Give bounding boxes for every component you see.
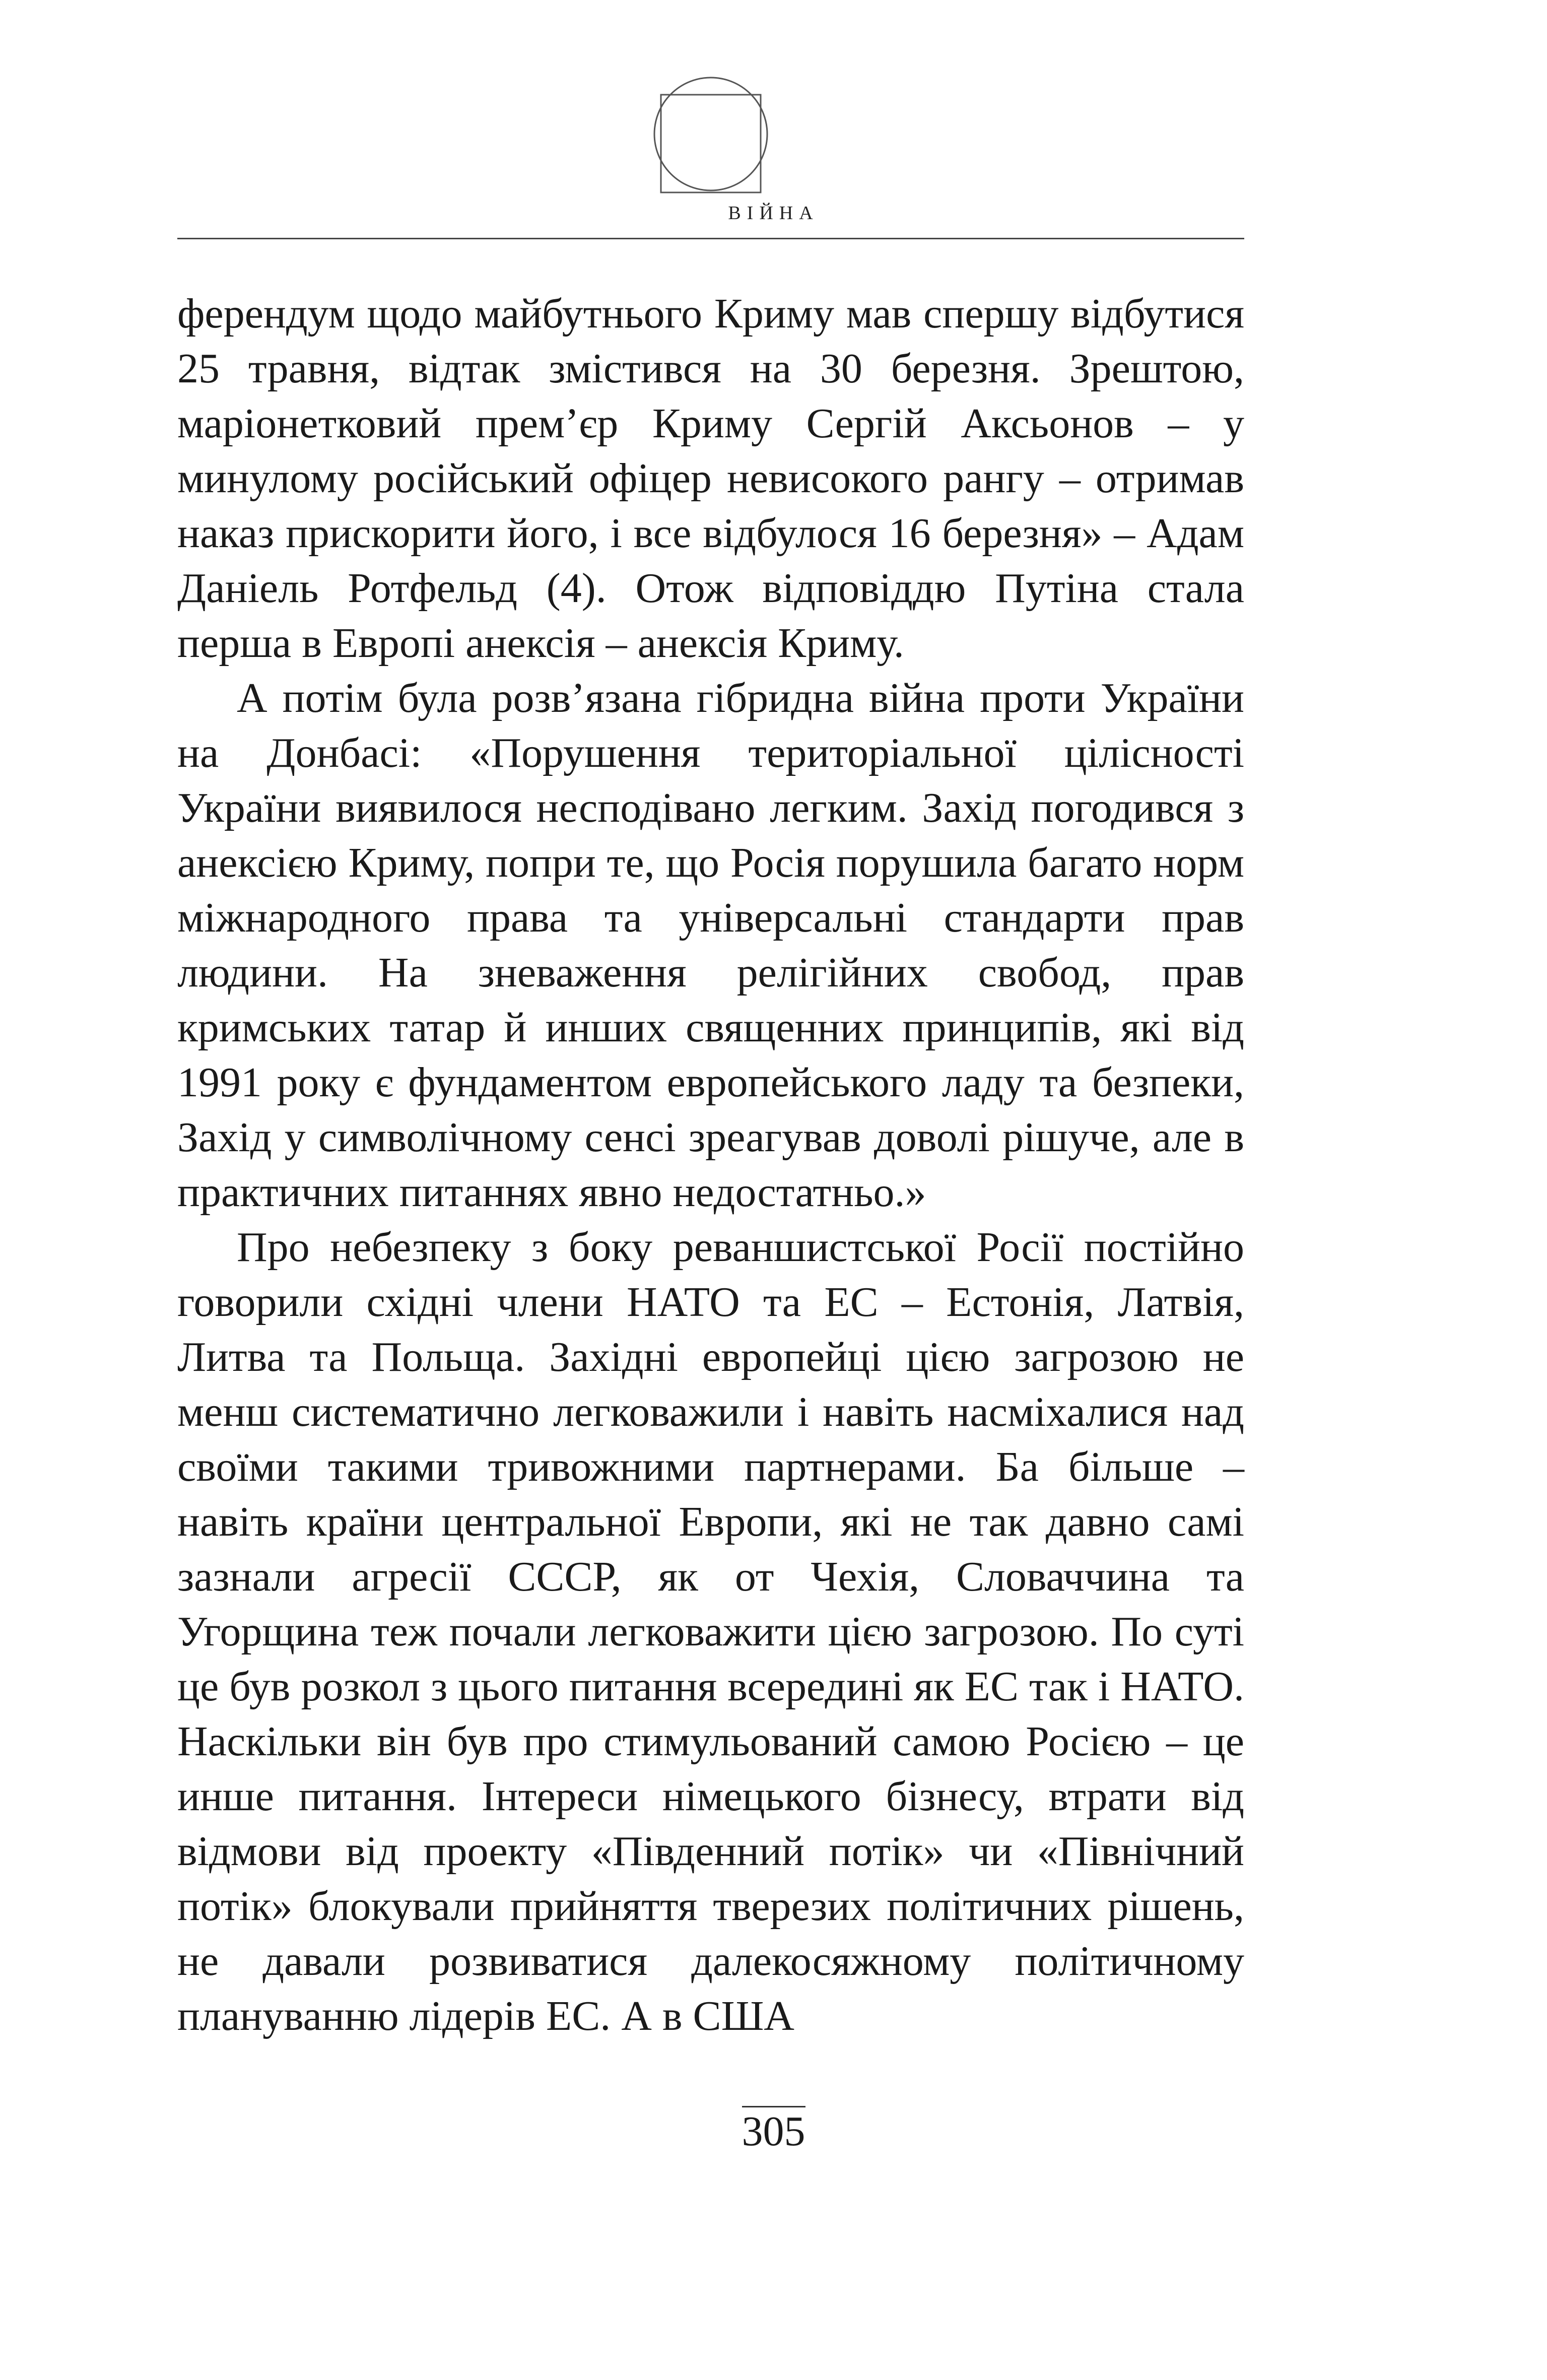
running-head: ВІЙНА (728, 203, 819, 224)
paragraph-1: ферендум щодо майбутнього Криму мав спершу відбутися 25 травня, відтак змістився на 30 березня. Зрештою, маріонетковий прем’єр Криму Сергій Аксьонов – у минулому російський офіцер невисокого рангу – отримав наказ прискорити його, і все відбулося 16 березня» – Адам Даніель Ротфельд (4). Отож відповіддю Путіна стала перша в Европі анексія – анексія Криму. (177, 290, 1244, 667)
body-text (177, 286, 1244, 2043)
page-number: 305 (742, 2106, 805, 2153)
paragraph-3: Про небезпеку з боку реваншистської Росії постійно говорили східні члени НАТО та ЕС – Естонія, Латвія, Литва та Польща. Західні европейці цією загрозою не менш систематично легковажили і навіть насміхалися над своїми такими тривожними партнерами. Ба більше – навіть країни центральної Европи, які не так давно самі зазнали агресії СССР, як от Чехія, Словаччина та Угорщина теж почали легковажити цією загрозою. По суті це був розкол з цього питання всередині як ЕС так і НАТО. Наскільки він був про стимульований самою Росією – це инше питання. Інтереси німецького бізнесу, втрати від відмови від проекту «Південний потік» чи «Північний потік» блокували прийняття тверезих політичних рішень, не давали розвиватися далекосяжному політичному плануванню лідерів ЕС. А в США (177, 1224, 1244, 2039)
page-header (0, 0, 1547, 242)
circle-square-emblem-icon (651, 75, 770, 193)
paragraph-2: А потім була розв’язана гібридна війна проти України на Донбасі: «Порушення територіальної цілісності України виявилося несподівано легким. Захід погодився з анексією Криму, попри те, що Росія порушила багато норм міжнародного права та універсальні стандарти прав людини. На зневаження релігійних свобод, прав кримських татар й инших священних принципів, які від 1991 року є фундаментом европейського ладу та безпеки, Захід у символічному сенсі зреагував доволі рішуче, але в практичних питаннях явно недостатньо.» (177, 675, 1244, 1216)
header-rule (177, 238, 1244, 239)
page-footer (0, 2106, 1547, 2153)
